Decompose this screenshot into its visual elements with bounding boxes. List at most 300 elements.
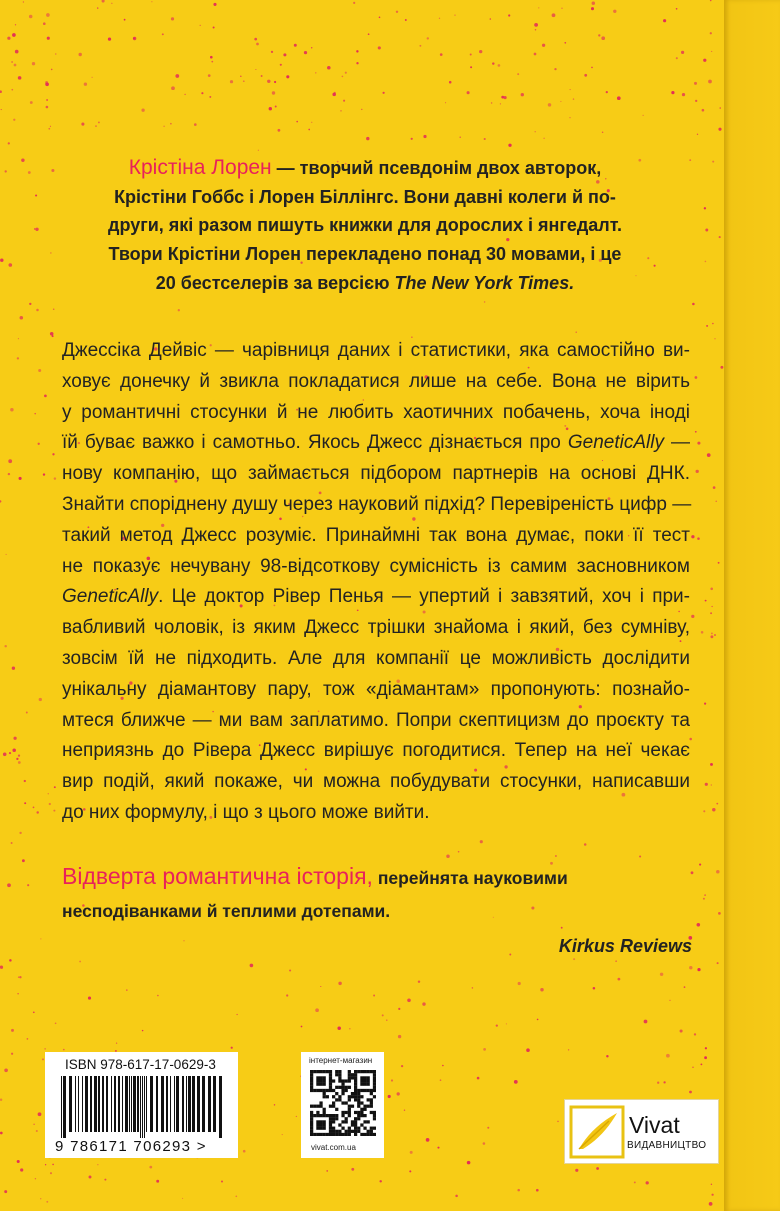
speck: [108, 37, 111, 40]
qr-module: [360, 1079, 363, 1082]
speck: [427, 37, 429, 39]
barcode-bar: [156, 1076, 158, 1132]
qr-module: [310, 1117, 313, 1120]
speck: [209, 96, 211, 98]
speck: [496, 1024, 498, 1026]
qr-module: [367, 1083, 370, 1086]
speck: [11, 89, 13, 91]
qr-module: [323, 1120, 326, 1123]
qr-module: [310, 1123, 313, 1126]
speck: [714, 338, 715, 339]
speck: [255, 69, 256, 70]
barcode-bar: [111, 1076, 112, 1132]
speck: [21, 158, 24, 161]
speck: [479, 50, 482, 53]
speck: [705, 600, 707, 602]
qr-module: [329, 1079, 332, 1082]
speck: [449, 81, 452, 84]
speck: [666, 1054, 670, 1058]
speck: [308, 129, 310, 131]
speck: [26, 712, 28, 714]
barcode-bar: [63, 1076, 66, 1138]
barcode-bar: [69, 1076, 72, 1132]
speck: [540, 988, 543, 991]
speck: [700, 1063, 702, 1065]
qr-module: [332, 1117, 335, 1120]
speck: [681, 51, 684, 54]
speck: [0, 1132, 3, 1135]
speck: [4, 645, 6, 647]
speck: [710, 588, 713, 591]
barcode-bar: [78, 1076, 79, 1132]
speck: [710, 0, 712, 1]
qr-module: [370, 1133, 373, 1136]
speck: [46, 1201, 48, 1203]
speck: [274, 81, 276, 83]
speck: [534, 53, 537, 56]
speck: [50, 332, 54, 336]
barcode-bar: [192, 1076, 195, 1132]
speck: [50, 1172, 52, 1174]
speck: [711, 51, 712, 52]
speck: [11, 842, 13, 844]
speck: [378, 46, 381, 49]
speck: [280, 64, 282, 66]
speck: [45, 81, 48, 84]
speck: [36, 309, 39, 312]
speck: [697, 968, 700, 971]
speck: [615, 960, 616, 961]
speck: [601, 36, 605, 40]
speck: [44, 1048, 45, 1049]
speck: [538, 7, 539, 8]
qr-module: [323, 1114, 326, 1117]
speck: [163, 126, 164, 127]
qr-module: [354, 1111, 357, 1114]
speck: [361, 109, 362, 110]
qr-module: [316, 1070, 319, 1073]
qr-module: [360, 1123, 363, 1126]
synopsis-line: зовсім їй не підходить. Але для компанії це можливість дослідити: [62, 647, 690, 669]
speck: [8, 263, 12, 267]
review-highlight: Відверта романтична історія,: [62, 863, 373, 889]
speck: [11, 61, 13, 63]
qr-module: [348, 1070, 351, 1073]
speck: [79, 961, 81, 963]
speck: [19, 477, 22, 480]
synopsis-line: Знайти споріднену душу через науковий підхід? Перевіреність цифр —: [62, 493, 692, 515]
speck: [353, 2, 355, 4]
speck: [472, 987, 474, 989]
speck: [221, 1181, 223, 1183]
speck: [7, 883, 11, 887]
qr-module: [357, 1114, 360, 1117]
speck: [484, 301, 485, 302]
qr-module: [332, 1105, 335, 1108]
speck: [663, 19, 666, 22]
speck: [517, 73, 519, 75]
qr-module: [367, 1076, 370, 1079]
barcode-bar: [122, 1076, 123, 1132]
speck: [526, 1048, 530, 1052]
qr-module: [345, 1079, 348, 1082]
speck: [704, 207, 706, 209]
qr-module: [341, 1120, 344, 1123]
barcode-bar: [186, 1076, 187, 1132]
speck: [38, 443, 40, 445]
barcode-bar: [161, 1076, 164, 1132]
qr-module: [370, 1092, 373, 1095]
synopsis-line: унікальну діамантову пару, тож «діамантам» пропонують: познайо-: [62, 678, 690, 700]
speck: [124, 19, 126, 21]
speck: [695, 100, 697, 102]
qr-module: [335, 1092, 338, 1095]
qr-module: [319, 1114, 322, 1117]
speck: [97, 1164, 98, 1165]
qr-module: [319, 1101, 322, 1104]
synopsis-line: до них формулу, і що з цього може вийти.: [62, 801, 430, 823]
qr-module: [363, 1070, 366, 1073]
review-text: перейнята науковими: [377, 868, 568, 888]
qr-module: [351, 1123, 354, 1126]
speck: [301, 1026, 303, 1028]
qr-module: [373, 1079, 376, 1082]
qr-module: [341, 1111, 344, 1114]
qr-module: [329, 1133, 332, 1136]
speck: [695, 376, 698, 379]
author-bio-line: други, які разом пишуть книжки для дорослих і янгедалт.: [108, 215, 622, 236]
speck: [157, 995, 159, 997]
speck: [28, 171, 31, 174]
speck: [231, 1047, 233, 1049]
speck: [689, 1091, 692, 1094]
speck: [35, 228, 38, 231]
qr-module: [345, 1130, 348, 1133]
speck: [442, 1065, 444, 1067]
barcode-bar: [75, 1076, 76, 1132]
qr-module: [354, 1089, 357, 1092]
speck: [7, 37, 10, 40]
qr-module: [313, 1105, 316, 1108]
speck: [48, 793, 49, 794]
qr-module: [348, 1086, 351, 1089]
speck: [470, 66, 472, 68]
qr-module: [323, 1133, 326, 1136]
qr-module: [335, 1108, 338, 1111]
speck: [282, 1134, 283, 1135]
barcode-bar: [129, 1076, 130, 1132]
speck: [704, 1056, 707, 1059]
speck: [676, 8, 678, 10]
qr-module: [341, 1101, 344, 1104]
speck: [692, 1066, 694, 1068]
qr-module: [310, 1127, 313, 1130]
speck: [30, 101, 33, 104]
qr-module: [332, 1095, 335, 1098]
qr-module: [345, 1086, 348, 1089]
speck: [182, 1198, 183, 1199]
qr-module: [373, 1127, 376, 1130]
speck: [593, 987, 596, 990]
speck: [95, 125, 96, 126]
qr-module: [332, 1120, 335, 1123]
speck: [29, 15, 33, 19]
qr-module: [329, 1073, 332, 1076]
synopsis-line: вабливий чоловік, із яким Джесс трішки знайома і який, без сумніву,: [62, 617, 690, 639]
qr-module: [370, 1101, 373, 1104]
speck: [52, 1164, 54, 1166]
speck: [454, 14, 455, 15]
qr-module: [357, 1117, 360, 1120]
feather-icon: [569, 1105, 625, 1159]
speck: [366, 137, 369, 140]
qr-module: [313, 1070, 316, 1073]
speck: [20, 1168, 23, 1171]
qr-module: [363, 1120, 366, 1123]
speck: [491, 102, 492, 103]
qr-module: [370, 1098, 373, 1101]
qr-module: [335, 1130, 338, 1133]
speck: [18, 76, 22, 80]
qr-module: [354, 1123, 357, 1126]
barcode-bar: [90, 1076, 92, 1132]
barcode-bar: [98, 1076, 100, 1132]
qr-module: [338, 1130, 341, 1133]
speck: [0, 258, 3, 261]
speck: [691, 615, 694, 618]
speck: [467, 1161, 471, 1165]
qr-module: [316, 1127, 319, 1130]
qr-module: [345, 1101, 348, 1104]
qr-module: [316, 1089, 319, 1092]
qr-module: [373, 1076, 376, 1079]
speck: [48, 128, 50, 130]
speck: [349, 1028, 350, 1029]
barcode-bar: [166, 1076, 168, 1132]
qr-module: [357, 1095, 360, 1098]
speck: [5, 170, 7, 172]
speck: [250, 964, 254, 968]
speck: [477, 1077, 480, 1080]
synopsis-line: Джессіка Дейвіс — чарівниця даних і статистики, яка самостійно ви-: [62, 340, 690, 361]
qr-module: [373, 1073, 376, 1076]
speck: [708, 80, 712, 84]
speck: [490, 18, 492, 20]
qr-module: [329, 1083, 332, 1086]
speck: [704, 703, 706, 705]
speck: [45, 1164, 46, 1165]
qr-module: [373, 1114, 376, 1117]
qr-module: [329, 1070, 332, 1073]
barcode-bar: [114, 1076, 116, 1132]
barcode-bar: [61, 1076, 62, 1138]
speck: [426, 1138, 430, 1142]
qr-module: [348, 1111, 351, 1114]
speck: [459, 136, 460, 137]
speck: [684, 986, 686, 988]
speck: [713, 486, 716, 489]
speck: [548, 103, 552, 107]
speck: [33, 1011, 35, 1013]
speck: [213, 3, 216, 6]
barcode-bar: [125, 1076, 128, 1132]
qr-module: [313, 1114, 316, 1117]
qr-module: [329, 1076, 332, 1079]
speck: [710, 32, 712, 34]
qr-module: [351, 1092, 354, 1095]
speck: [351, 1168, 354, 1171]
barcode-bar: [150, 1076, 153, 1132]
speck: [696, 470, 699, 473]
qr-module: [363, 1105, 366, 1108]
speck: [639, 855, 641, 857]
speck: [643, 115, 644, 116]
speck: [17, 357, 19, 359]
qr-module: [323, 1089, 326, 1092]
qr-module: [319, 1123, 322, 1126]
synopsis-line: нову компанію, що займається підбором партнерів на основі ДНК.: [62, 463, 690, 485]
speck: [710, 635, 713, 638]
speck: [397, 1092, 400, 1095]
synopsis-line: такий метод Джесс розуміє. Принаймні так вона думає, поки її тест: [62, 524, 690, 546]
qr-url: vivat.com.ua: [311, 1143, 356, 1152]
barcode-bar: [137, 1076, 139, 1132]
speck: [386, 1019, 387, 1020]
speck: [705, 229, 708, 232]
author-bio-line: — творчий псевдонім двох авторок,: [276, 158, 602, 178]
qr-module: [357, 1101, 360, 1104]
speck: [92, 77, 93, 78]
qr-module: [310, 1114, 313, 1117]
speck: [13, 737, 16, 740]
speck: [98, 121, 100, 123]
speck: [514, 1080, 518, 1084]
speck: [419, 45, 421, 47]
speck: [46, 99, 48, 101]
qr-module: [310, 1076, 313, 1079]
qr-module: [373, 1133, 376, 1136]
publisher-subtitle: ВИДАВНИЦТВО: [627, 1140, 707, 1151]
qr-module: [326, 1089, 329, 1092]
qr-module: [332, 1114, 335, 1117]
qr-module: [373, 1089, 376, 1092]
speck: [712, 323, 714, 325]
publisher-name: Vivat: [629, 1112, 680, 1138]
speck: [11, 1053, 13, 1055]
qr-module: [332, 1101, 335, 1104]
speck: [175, 74, 179, 78]
speck: [156, 1180, 159, 1183]
qr-block: [301, 1052, 384, 1158]
speck: [718, 912, 721, 915]
qr-module: [341, 1092, 344, 1095]
qr-module: [323, 1108, 326, 1111]
barcode-bar: [131, 1076, 132, 1132]
speck: [8, 142, 10, 144]
speck: [51, 69, 53, 71]
qr-module: [319, 1133, 322, 1136]
speck: [446, 854, 450, 858]
qr-module: [338, 1133, 341, 1136]
qr-module: [354, 1092, 357, 1095]
speck: [47, 37, 50, 40]
qr-module: [338, 1079, 341, 1082]
speck: [230, 80, 233, 83]
review-source: Kirkus Reviews: [558, 936, 692, 956]
speck: [184, 94, 185, 95]
speck: [104, 1179, 106, 1181]
speck: [49, 803, 51, 805]
speck: [552, 13, 556, 17]
speck: [18, 761, 21, 764]
speck: [373, 995, 375, 997]
qr-module: [316, 1133, 319, 1136]
qr-module: [338, 1123, 341, 1126]
barcode-bar: [144, 1076, 145, 1138]
speck: [24, 780, 26, 782]
barcode-bar: [94, 1076, 97, 1132]
speck: [703, 59, 706, 62]
qr-module: [354, 1095, 357, 1098]
company-name: GeneticAlly: [62, 586, 159, 608]
speck: [388, 1095, 391, 1098]
book-spine-edge: [724, 0, 780, 1211]
qr-module: [351, 1095, 354, 1098]
qr-module: [329, 1120, 332, 1123]
qr-module: [360, 1114, 363, 1117]
speck: [201, 92, 203, 94]
qr-module: [363, 1108, 366, 1111]
speck: [506, 1023, 507, 1024]
qr-module: [367, 1079, 370, 1082]
speck: [534, 23, 538, 27]
qr-module: [351, 1073, 354, 1076]
speck: [272, 91, 275, 94]
speck: [617, 96, 621, 100]
qr-module: [326, 1114, 329, 1117]
qr-module: [367, 1120, 370, 1123]
speck: [706, 325, 708, 327]
speck: [89, 1176, 92, 1179]
speck: [15, 24, 16, 25]
qr-module: [310, 1083, 313, 1086]
speck: [613, 10, 616, 13]
qr-module: [360, 1101, 363, 1104]
publisher-logo: [564, 1099, 719, 1164]
speck: [6, 554, 7, 555]
synopsis-text: . Це доктор Рівер Пенья — упертий і завзятий, хоч і при-: [158, 586, 690, 608]
barcode-bar: [85, 1076, 88, 1132]
speck: [345, 72, 347, 74]
speck: [699, 864, 701, 866]
speck: [296, 121, 298, 123]
speck: [283, 53, 286, 56]
speck: [29, 303, 31, 305]
speck: [719, 107, 721, 109]
speck: [704, 894, 706, 896]
speck: [455, 1195, 458, 1198]
speck: [542, 44, 545, 47]
speck: [470, 53, 472, 55]
review-line-1: [62, 860, 692, 895]
speck: [701, 631, 704, 634]
speck: [711, 633, 713, 635]
qr-module: [373, 1095, 376, 1098]
qr-module: [360, 1089, 363, 1092]
speck: [9, 959, 12, 962]
qr-module: [338, 1095, 341, 1098]
synopsis-line: [62, 428, 690, 459]
